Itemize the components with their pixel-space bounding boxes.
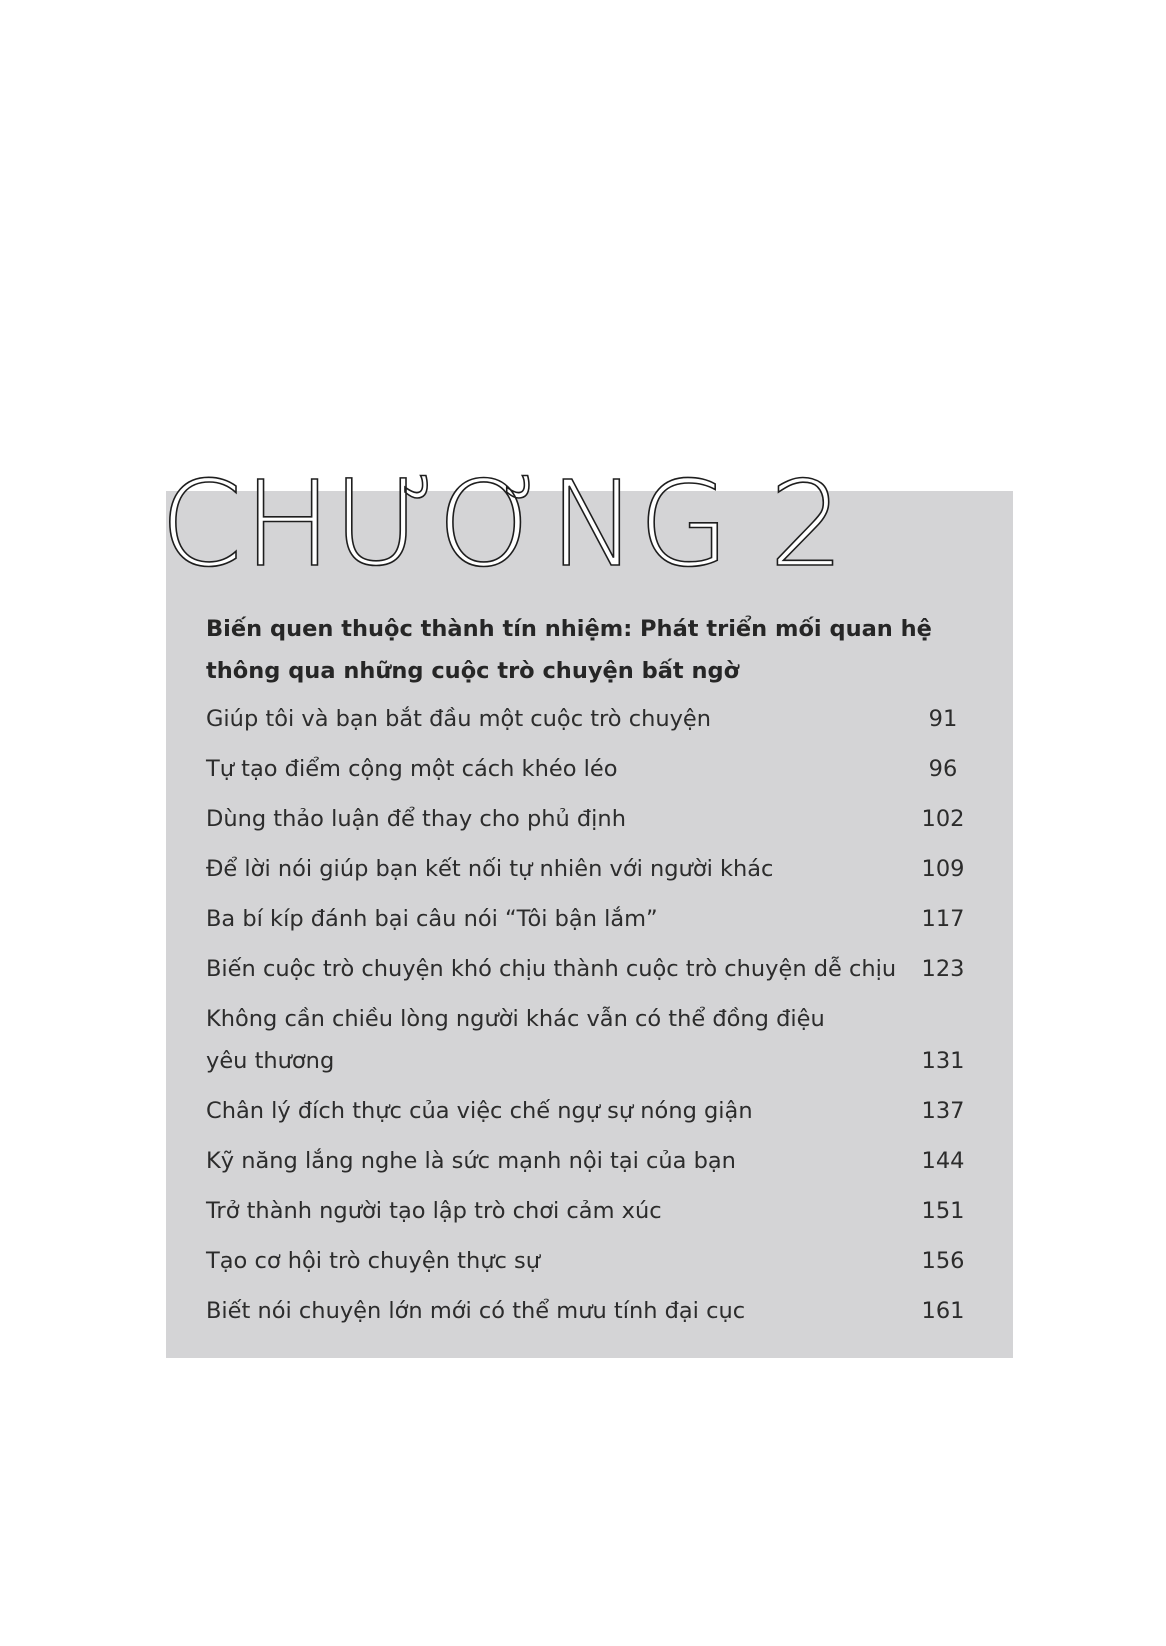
- toc-entry-page: 137: [921, 1098, 965, 1124]
- toc-entry[interactable]: [206, 948, 972, 990]
- toc-entry[interactable]: [206, 1240, 972, 1282]
- toc-entry-label: Tự tạo điểm cộng một cách khéo léo: [206, 756, 618, 782]
- toc-entry-page: 144: [921, 1148, 965, 1174]
- toc-entry-label: Để lời nói giúp bạn kết nối tự nhiên với người khác: [206, 856, 774, 882]
- toc-entry-page: 123: [921, 956, 965, 982]
- toc-entry-page: 96: [928, 756, 958, 782]
- toc-entry-label: Biết nói chuyện lớn mới có thể mưu tính đại cục: [206, 1298, 746, 1324]
- toc-entry-page: 91: [928, 706, 958, 732]
- toc-heading-line-1: Biến quen thuộc thành tín nhiệm: Phát triển mối quan hệ: [206, 616, 932, 642]
- toc-entry[interactable]: [206, 1090, 972, 1132]
- toc-entry[interactable]: [206, 998, 972, 1082]
- toc-entry-label: Biến cuộc trò chuyện khó chịu thành cuộc trò chuyện dễ chịu: [206, 956, 897, 982]
- toc-entry-label: Giúp tôi và bạn bắt đầu một cuộc trò chuyện: [206, 706, 712, 732]
- toc-entry-page: 109: [921, 856, 965, 882]
- toc-entry-page: 151: [921, 1198, 965, 1224]
- toc-entry[interactable]: [206, 748, 972, 790]
- toc-entry[interactable]: [206, 798, 972, 840]
- toc-entry-page: 161: [921, 1298, 965, 1324]
- toc-entry-label: Trở thành người tạo lập trò chơi cảm xúc: [206, 1198, 662, 1224]
- toc-entry[interactable]: [206, 898, 972, 940]
- toc-entry-label: Kỹ năng lắng nghe là sức mạnh nội tại của bạn: [206, 1148, 736, 1174]
- toc-entry-page: 117: [921, 906, 965, 932]
- toc-entry[interactable]: [206, 698, 972, 740]
- table-of-contents: [206, 608, 972, 1340]
- toc-entry[interactable]: [206, 1190, 972, 1232]
- toc-entry-page: 102: [921, 806, 965, 832]
- toc-entry-label: Chân lý đích thực của việc chế ngự sự nóng giận: [206, 1098, 753, 1124]
- toc-entry-label: Dùng thảo luận để thay cho phủ định: [206, 806, 626, 832]
- chapter-title: CHƯƠNG 2: [160, 455, 846, 593]
- toc-entry-label: Ba bí kíp đánh bại câu nói “Tôi bận lắm”: [206, 906, 658, 932]
- toc-entry[interactable]: [206, 848, 972, 890]
- toc-entry[interactable]: [206, 1290, 972, 1332]
- toc-entry-label: Tạo cơ hội trò chuyện thực sự: [206, 1248, 540, 1274]
- toc-heading-line-2: thông qua những cuộc trò chuyện bất ngờ: [206, 658, 740, 684]
- toc-heading: [206, 608, 972, 692]
- toc-entry-label: Không cần chiều lòng người khác vẫn có thể đồng điệu yêu thương: [206, 1006, 825, 1074]
- toc-entry-page: 156: [921, 1248, 965, 1274]
- toc-entry[interactable]: [206, 1140, 972, 1182]
- toc-entry-page: 131: [921, 1048, 965, 1074]
